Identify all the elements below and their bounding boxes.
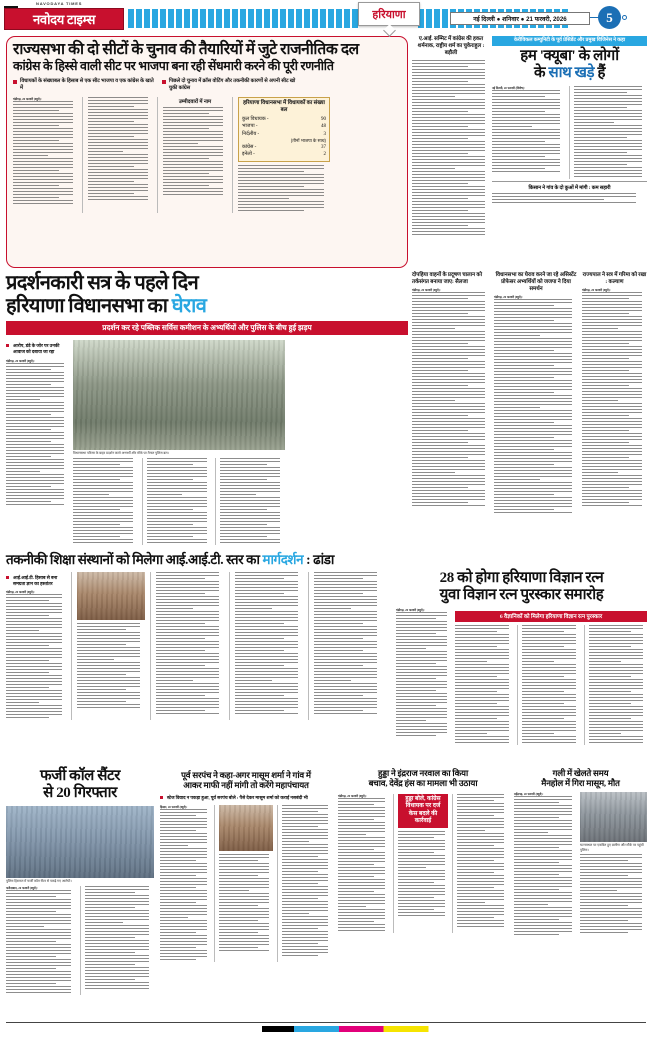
table-cell-value: 2: [323, 152, 326, 157]
iit-body-text: [235, 572, 303, 720]
gherav-body-text: [6, 363, 68, 505]
b4-headline-line2: मैनहोल में गिरा मासूम, मौत: [541, 778, 620, 789]
b3-body-text: [338, 798, 389, 931]
lead-bullet-text: विधायकों के संख्याबल के हिसाब से एक सीट भाजपा व एक कांग्रेस के खाते में: [20, 78, 154, 92]
iit-portrait-photo: [77, 572, 145, 620]
table-cell-label: कांग्रेस -: [242, 144, 257, 150]
right-top-footer-kicker: किसान ने गांव के दो कुओं में मांगी : कम सहारी: [528, 186, 611, 192]
b2-headline-line2: आकर माफी नहीं मांगी तो करेंगे महापंचायत: [183, 780, 309, 791]
iit-body-text: [156, 572, 224, 720]
lead-headline: राज्यसभा की दो सीटों के चुनाव की तैयारियों में जुटे राजनीतिक दल: [13, 41, 359, 58]
stripe-bar-left: [128, 9, 360, 28]
table-cell-value: 48: [321, 124, 326, 129]
right-top-body: [412, 60, 490, 235]
gherav-bullet: [6, 343, 68, 355]
cuba-kicker: केरीविकल कम्युनिटी के पूर्व प्रेसिडेंट और प्रमुख विजिनेस ने कहा: [492, 36, 647, 46]
b1-headline-line1: फर्जी कॉल सैंटर: [40, 768, 120, 784]
iit-left-column: [6, 572, 66, 720]
bottom-story-call-center: [6, 768, 154, 995]
b3-dateline: चंडीगढ़, 20 फरवरी (ब्यूरो):: [338, 793, 367, 798]
lead-bullet-list: [13, 78, 401, 92]
side-story-1-headline: दोपहिया वाहनों के प्रदूषण चालान को तर्कसंगत बनाया जाए: सैलजा: [412, 272, 482, 286]
gherav-left-column: [6, 340, 68, 545]
bullet-square-icon: [6, 576, 9, 579]
side-story-2-dateline: चंडीगढ़, 20 फरवरी (ब्यूरो):: [494, 295, 523, 300]
vigyan-body-text: [455, 625, 513, 745]
gherav-headline-line2: [6, 295, 408, 318]
lead-dateline: चंडीगढ़, 20 फरवरी (ब्यूरो):: [13, 97, 42, 101]
lead-table-note-text: [238, 165, 330, 211]
table-row: [242, 131, 326, 139]
table-row: [242, 144, 326, 152]
lead-columns: [13, 97, 401, 213]
b3-mini-banner: हुड्डा बोले, कांग्रेस विधायक पर दर्ज केस बदले की कार्रवाई: [398, 794, 449, 828]
side-story-3-dateline: चंडीगढ़, 20 फरवरी (ब्यूरो):: [582, 288, 611, 293]
vidhayak-count-table: [238, 97, 330, 162]
b1-dateline: फरीदाबाद, 20 फरवरी (ब्यूरो):: [6, 886, 38, 891]
gherav-red-banner: [6, 321, 408, 335]
table-row: [242, 116, 326, 124]
side-story-dopahiya: [412, 272, 490, 508]
table-cell-label: इनेलो -: [242, 152, 255, 157]
b1-body-text: [85, 886, 155, 995]
vigyan-dateline: चंडीगढ़, 20 फरवरी (ब्यूरो):: [396, 607, 425, 612]
gherav-body-text: [73, 458, 138, 545]
iit-dateline: चंडीगढ़, 20 फरवरी (ब्यूरो):: [6, 589, 35, 594]
iit-headline-c: : ढांडा: [303, 552, 334, 567]
vigyan-body-text: [589, 625, 647, 745]
b2-body-text: [282, 805, 332, 962]
iit-photo-column: [77, 572, 145, 720]
bottom-story-sarpanch: [160, 770, 332, 962]
bottom-story-hooda: [338, 768, 508, 933]
masthead-logo[interactable]: [4, 8, 124, 30]
cuba-headline-line2c: हैं: [594, 65, 606, 82]
gherav-body-text: [147, 458, 212, 545]
vigyan-body-text: [522, 625, 580, 745]
gherav-bullet-text: आरोप, डंडे के जोर पर उनकी आवाज को दबाया जा रहा: [13, 342, 60, 354]
b4-body-text: [514, 796, 576, 935]
iit-body-text: [314, 572, 382, 720]
bullet-square-icon: [160, 796, 163, 799]
table-row: [242, 151, 326, 159]
side-story-1-body: [412, 292, 490, 506]
bullet-square-icon: [162, 80, 166, 84]
lead-body-text: [163, 107, 227, 195]
cuba-headline-highlight: साथ खड़े: [548, 65, 595, 82]
cuba-story-box: [492, 36, 647, 232]
vigyan-headline-line1: 28 को होगा हरियाणा विज्ञान रत्न: [439, 570, 604, 586]
b1-photo: [6, 806, 154, 878]
b1-headline-line2: से 20 गिरफ्तार: [43, 784, 117, 801]
lead-column: [88, 97, 152, 213]
b4-body-text: [580, 854, 647, 933]
page-number-dot: [622, 15, 627, 20]
cuba-dateline: नई दिल्ली, 20 फरवरी (विशेष):: [492, 86, 525, 91]
right-top-headline: ए.आई. सम्मिट में कांग्रेस की हकत शर्मनाक, राष्ट्रीय शर्म का चुकेराहुल : बड़ौली: [417, 36, 485, 57]
b1-photo-caption: पुलिस हिरासत में फर्जी कॉल सैंटर से पकड़े गए आरोपी।: [6, 878, 72, 883]
lead-column: [13, 97, 77, 213]
iit-headline: [6, 553, 388, 568]
lead-table-column: [238, 97, 330, 213]
masthead-logo-text: नवोदय टाइम्स: [32, 12, 96, 27]
b3-headline-line1: हुड्डा ने इंद्रराज नरवाल का किया: [377, 768, 469, 778]
side-story-3-body: [582, 292, 647, 506]
state-edition-label: हरियाणा: [372, 8, 406, 21]
iit-headline-a: तकनीकी शिक्षा संस्थानों को मिलेगा आई.आई.टी. स्तर का: [6, 552, 263, 567]
b2-dateline: हिसार, 20 फरवरी (ब्यूरो):: [160, 804, 188, 809]
iit-body-text: [6, 594, 66, 718]
gherav-dateline: चंडीगढ़, 20 फरवरी (ब्यूरो):: [6, 358, 35, 363]
footer-color-registration-bar: [6, 1026, 646, 1032]
gherav-banner-text: प्रदर्शन कर रहे पब्लिक सर्विस कमीशन के अभ्यर्थियों और पुलिस के बीच हुई झड़प: [102, 322, 312, 332]
b4-dateline: महेंद्रगढ़, 20 फरवरी (ब्यूरो):: [514, 792, 544, 797]
iit-bullet: [6, 575, 66, 587]
lead-body-text: [13, 101, 77, 204]
gherav-story: [6, 272, 408, 545]
right-top-footer-body: [492, 193, 647, 203]
b3-body-text: [457, 794, 508, 933]
iit-bullet-text: आई.आई.टी. हिसाब से बना समग्रता ज्ञान का हस्तांतर: [13, 574, 58, 586]
cuba-body-text: [492, 90, 565, 172]
side-story-1-dateline: चंडीगढ़, 20 फरवरी (ब्यूरो):: [412, 288, 441, 293]
dateline-text: नई दिल्ली ● शनिवार ● 21 फरवरी, 2026: [473, 16, 567, 23]
table-cell-value: 90: [321, 116, 326, 122]
side-story-rajyapal: [582, 272, 647, 508]
lead-column-subhead: उम्मीदवारों में नाम: [178, 99, 212, 105]
vigyan-ratna-story: [396, 570, 647, 745]
bullet-square-icon: [13, 80, 17, 84]
gherav-photo-caption: विधानसभा परिसर के बाहर प्रदर्शन करते अभ्यर्थी और मौके पर तैनात पुलिस बल।: [73, 450, 169, 455]
bullet-square-icon: [6, 344, 9, 347]
table-cell-label: निर्दलीय -: [242, 131, 260, 137]
b2-headline-line1: पूर्व सरपंच ने कहा-अगर मासूम शर्मा ने गांव में: [181, 770, 311, 780]
gherav-headline-highlight: घेराव: [171, 294, 207, 317]
table-title: हरियाणा विधानसभा में विधायकों का संख्या बल: [243, 100, 325, 113]
side-story-2-headline: विधानसभा का घेराव करने जा रहे असिस्टेंट प्रोफेसर अभ्यर्थियों को जजपा ने दिया समर्थन: [495, 272, 577, 293]
cuba-headline-line2a: के: [533, 65, 549, 82]
page-number-badge: 5: [598, 6, 621, 29]
state-edition-tab[interactable]: [358, 2, 420, 26]
iit-body-text: [77, 623, 145, 708]
table-row: [242, 123, 326, 131]
gherav-headline-line1: प्रदर्शनकारी सत्र के पहले दिन: [6, 272, 199, 294]
gherav-photo: [73, 340, 285, 450]
dateline-box: [450, 12, 590, 25]
lead-subheadline: कांग्रेस के हिस्से वाली सीट पर भाजपा बना रही सेंधमारी करने की पूरी रणनीति: [13, 59, 334, 74]
b3-headline-line2: बचाव, देवेंद्र हंस का मामला भी उठाया: [368, 778, 478, 789]
table-cell-value: 3: [323, 131, 326, 137]
lead-bullet-text: पिछले दो चुनाव में क्रॉस वोटिंग और तकनीकी कारणों से अपनी सीट खो चुकी कांग्रेस: [168, 78, 296, 92]
table-cell-label: कुल विधायक -: [242, 116, 269, 122]
b3-body-text: [398, 831, 449, 916]
lead-body-text: [88, 97, 152, 200]
b4-photo-caption: घटनास्थल पर एकत्रित हुए ग्रामीण और मौके पर पहुंची पुलिस।: [580, 843, 644, 852]
footer-rule: [6, 1022, 646, 1023]
side-story-jjp: [494, 272, 578, 515]
cuba-headline: [492, 48, 647, 82]
masthead: [0, 0, 650, 34]
b2-bullet-text: स्टेज विवाद न पकड़ा हुआ, पूर्व सरपंच बोले : पैसे देकर मासूम शर्मा को कराई नसबंदी भी: [167, 794, 308, 800]
b4-headline-line1: गली में खेलते समय: [552, 768, 609, 778]
side-story-2-body: [494, 299, 578, 513]
table-cell-value: 37: [321, 144, 326, 150]
right-top-column: [412, 36, 490, 268]
lead-story-box: [6, 36, 408, 268]
b2-body-text: [219, 854, 273, 951]
iit-headline-highlight: मार्गदर्शन: [262, 552, 304, 567]
vigyan-red-banner: 6 वैज्ञानिकों को मिलेगा हरियाणा विज्ञान रत्न पुरस्कार: [455, 611, 647, 622]
b2-body-text: [160, 809, 210, 960]
lead-bullet-item: [13, 78, 154, 92]
vigyan-body-text: [396, 612, 451, 736]
side-story-3-headline: राज्यपाल ने सत्र में गरिमा को रखा : कल्याण: [582, 272, 647, 286]
table-note: (तीनों भाजपा के साथ): [290, 138, 326, 143]
gherav-body-text: [220, 458, 285, 545]
b4-photo: [580, 792, 647, 842]
lead-column: [163, 97, 227, 213]
table-cell-label: भाजपा -: [242, 124, 258, 129]
cuba-headline-line1: हम 'क्यूबा' के लोगों: [520, 48, 619, 64]
bottom-story-manhole: [514, 768, 647, 937]
gherav-headline-text: हरियाणा विधानसभा का: [6, 294, 172, 317]
b2-portrait-photo: [219, 805, 273, 851]
iit-story: [6, 553, 388, 720]
vigyan-headline-line2: युवा विज्ञान रत्न पुरस्कार समारोह: [439, 587, 604, 604]
masthead-english-name: NAVODAYA TIMES: [36, 1, 83, 6]
lead-bullet-item: [162, 78, 303, 92]
gherav-photo-block: [73, 340, 285, 545]
b1-body-text: [6, 890, 76, 993]
cuba-body-text: [574, 86, 647, 177]
